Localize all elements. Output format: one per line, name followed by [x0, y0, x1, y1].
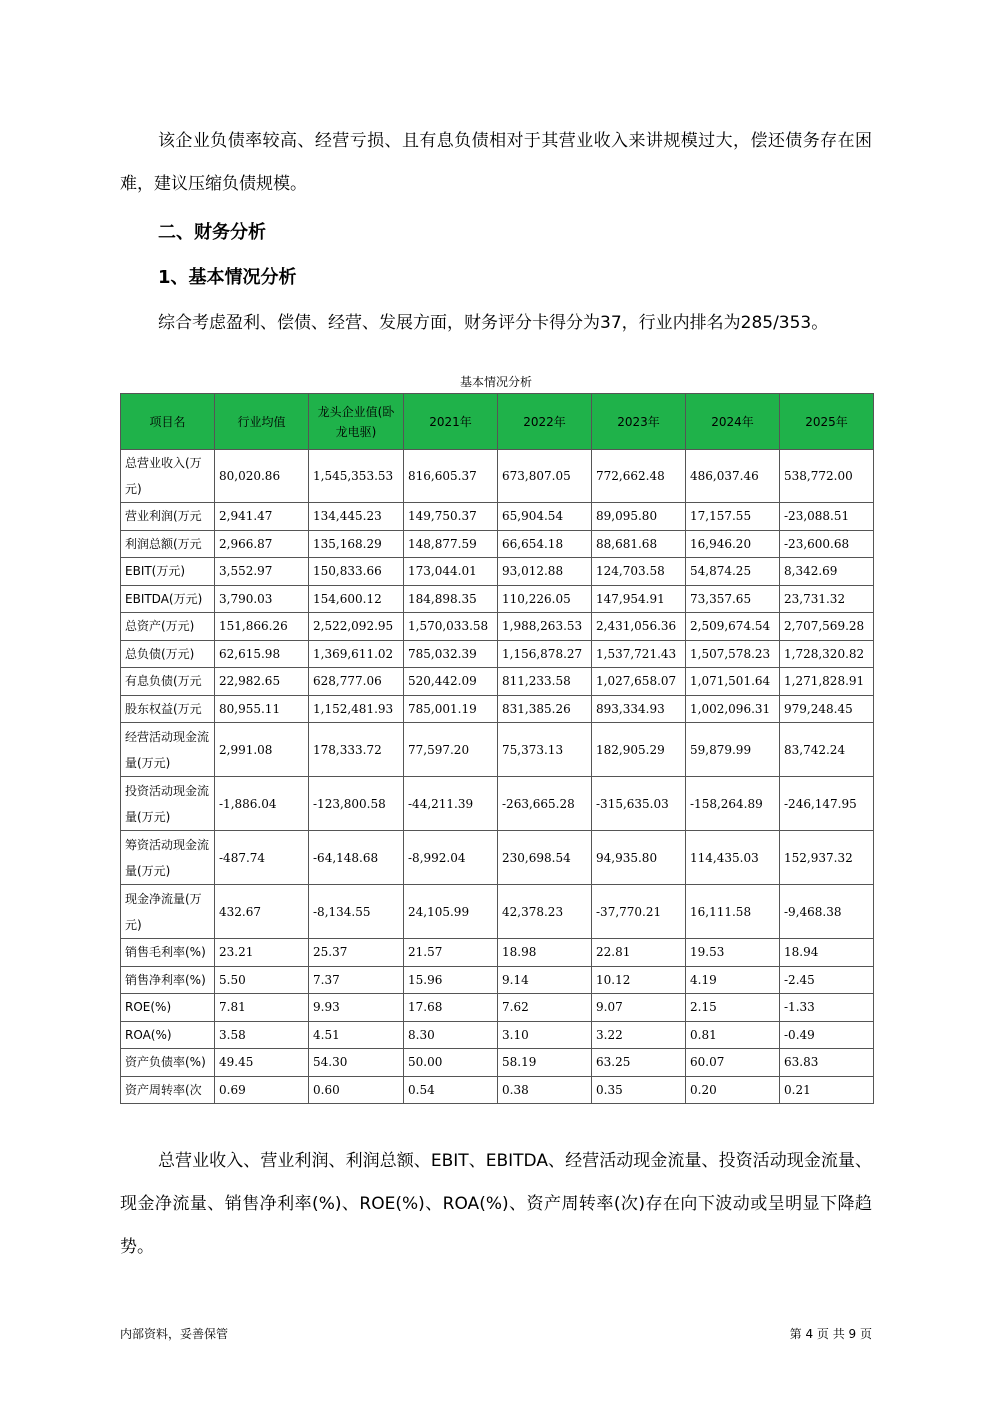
table-row	[121, 1076, 874, 1104]
data-cell: 151,866.26	[215, 613, 309, 641]
data-cell: 2,941.47	[215, 503, 309, 531]
data-cell: 4.51	[309, 1021, 404, 1049]
table-row	[121, 613, 874, 641]
data-cell: 1,507,578.23	[686, 640, 780, 668]
data-cell: 0.54	[404, 1076, 498, 1104]
data-cell: 9.93	[309, 994, 404, 1022]
table-row	[121, 966, 874, 994]
data-cell: 9.07	[592, 994, 686, 1022]
data-cell: 150,833.66	[309, 558, 404, 586]
data-cell: 785,032.39	[404, 640, 498, 668]
data-cell: 1,002,096.31	[686, 695, 780, 723]
data-cell: 772,662.48	[592, 450, 686, 503]
data-cell: 73,357.65	[686, 585, 780, 613]
data-cell: 1,071,501.64	[686, 668, 780, 696]
data-cell: -487.74	[215, 831, 309, 885]
data-cell: 432.67	[215, 885, 309, 939]
data-cell: 3,790.03	[215, 585, 309, 613]
data-cell: 520,442.09	[404, 668, 498, 696]
data-cell: 1,545,353.53	[309, 450, 404, 503]
data-cell: 63.83	[780, 1049, 874, 1077]
data-cell: 0.81	[686, 1021, 780, 1049]
data-cell: 60.07	[686, 1049, 780, 1077]
table-row	[121, 1021, 874, 1049]
header-cell: 行业均值	[215, 394, 309, 450]
row-label: 营业利润(万元	[121, 503, 215, 531]
data-cell: 94,935.80	[592, 831, 686, 885]
data-cell: 23.21	[215, 939, 309, 967]
row-label: 投资活动现金流量(万元)	[121, 777, 215, 831]
data-cell: 3.58	[215, 1021, 309, 1049]
data-cell: 1,369,611.02	[309, 640, 404, 668]
data-cell: 1,988,263.53	[498, 613, 592, 641]
row-label: 筹资活动现金流量(万元)	[121, 831, 215, 885]
data-cell: 54,874.25	[686, 558, 780, 586]
data-cell: 0.60	[309, 1076, 404, 1104]
data-cell: 110,226.05	[498, 585, 592, 613]
data-cell: 1,728,320.82	[780, 640, 874, 668]
data-cell: 178,333.72	[309, 723, 404, 777]
data-cell: 62,615.98	[215, 640, 309, 668]
row-label: 股东权益(万元	[121, 695, 215, 723]
data-cell: -123,800.58	[309, 777, 404, 831]
table-row	[121, 1049, 874, 1077]
conclusion-paragraph: 总营业收入、营业利润、利润总额、EBIT、EBITDA、经营活动现金流量、投资活动现金流量、现金净流量、销售净利率(%)、ROE(%)、ROA(%)、资产周转率(次)存在向下波动或呈明显下降趋势。	[120, 1151, 872, 1257]
summary-sentence: 综合考虑盈利、偿债、经营、发展方面，财务评分卡得分为37，行业内排名为285/353。	[158, 313, 829, 333]
data-cell: -8,992.04	[404, 831, 498, 885]
data-cell: 173,044.01	[404, 558, 498, 586]
data-cell: 21.57	[404, 939, 498, 967]
data-cell: 17.68	[404, 994, 498, 1022]
data-cell: 538,772.00	[780, 450, 874, 503]
header-cell: 2022年	[498, 394, 592, 450]
row-label: 总负债(万元)	[121, 640, 215, 668]
data-cell: 8.30	[404, 1021, 498, 1049]
data-cell: -0.49	[780, 1021, 874, 1049]
footer-confidential: 内部资料，妥善保管	[120, 1327, 229, 1341]
data-cell: -158,264.89	[686, 777, 780, 831]
data-cell: 2,431,056.36	[592, 613, 686, 641]
data-cell: 486,037.46	[686, 450, 780, 503]
data-cell: 0.21	[780, 1076, 874, 1104]
table-row	[121, 585, 874, 613]
data-cell: 149,750.37	[404, 503, 498, 531]
data-cell: 19.53	[686, 939, 780, 967]
footer-page-number: 第 4 页 共 9 页	[789, 1327, 872, 1341]
data-cell: 63.25	[592, 1049, 686, 1077]
table-row	[121, 939, 874, 967]
table-row	[121, 994, 874, 1022]
data-cell: 16,946.20	[686, 530, 780, 558]
data-cell: 182,905.29	[592, 723, 686, 777]
data-cell: 785,001.19	[404, 695, 498, 723]
header-cell: 2024年	[686, 394, 780, 450]
row-label: 总资产(万元)	[121, 613, 215, 641]
data-cell: 8,342.69	[780, 558, 874, 586]
data-cell: 1,537,721.43	[592, 640, 686, 668]
data-cell: 893,334.93	[592, 695, 686, 723]
data-cell: 0.38	[498, 1076, 592, 1104]
table-row	[121, 450, 874, 503]
data-cell: 83,742.24	[780, 723, 874, 777]
data-cell: 9.14	[498, 966, 592, 994]
data-cell: -37,770.21	[592, 885, 686, 939]
data-cell: 4.19	[686, 966, 780, 994]
row-label: 现金净流量(万元)	[121, 885, 215, 939]
data-cell: 15.96	[404, 966, 498, 994]
data-cell: 1,271,828.91	[780, 668, 874, 696]
data-cell: 24,105.99	[404, 885, 498, 939]
data-cell: 2,509,674.54	[686, 613, 780, 641]
row-label: 总营业收入(万元)	[121, 450, 215, 503]
data-cell: 58.19	[498, 1049, 592, 1077]
data-cell: 7.37	[309, 966, 404, 994]
data-cell: 77,597.20	[404, 723, 498, 777]
table-caption: 基本情况分析	[459, 375, 532, 389]
data-cell: 25.37	[309, 939, 404, 967]
data-cell: 1,156,878.27	[498, 640, 592, 668]
table-row	[121, 831, 874, 885]
data-cell: 147,954.91	[592, 585, 686, 613]
data-cell: 184,898.35	[404, 585, 498, 613]
data-cell: 10.12	[592, 966, 686, 994]
data-cell: -2.45	[780, 966, 874, 994]
data-cell: 3,552.97	[215, 558, 309, 586]
financial-table	[120, 393, 874, 1104]
table-row	[121, 530, 874, 558]
row-label: 利润总额(万元	[121, 530, 215, 558]
data-cell: 831,385.26	[498, 695, 592, 723]
intro-paragraph: 该企业负债率较高、经营亏损、且有息负债相对于其营业收入来讲规模过大，偿还债务存在困难，建议压缩负债规模。	[120, 131, 872, 194]
data-cell: 0.35	[592, 1076, 686, 1104]
data-cell: 88,681.68	[592, 530, 686, 558]
data-cell: 18.94	[780, 939, 874, 967]
header-cell: 项目名	[121, 394, 215, 450]
table-row	[121, 668, 874, 696]
table-row	[121, 558, 874, 586]
data-cell: 1,570,033.58	[404, 613, 498, 641]
header-cell: 龙头企业值(卧龙电驱)	[309, 394, 404, 450]
data-cell: 16,111.58	[686, 885, 780, 939]
data-cell: 93,012.88	[498, 558, 592, 586]
data-cell: 49.45	[215, 1049, 309, 1077]
row-label: 经营活动现金流量(万元)	[121, 723, 215, 777]
data-cell: 0.69	[215, 1076, 309, 1104]
table-row	[121, 723, 874, 777]
data-cell: 17,157.55	[686, 503, 780, 531]
data-cell: 59,879.99	[686, 723, 780, 777]
data-cell: -1.33	[780, 994, 874, 1022]
data-cell: 135,168.29	[309, 530, 404, 558]
row-label: EBITDA(万元)	[121, 585, 215, 613]
data-cell: 2,707,569.28	[780, 613, 874, 641]
data-cell: 979,248.45	[780, 695, 874, 723]
table-row	[121, 885, 874, 939]
data-cell: 2,966.87	[215, 530, 309, 558]
data-cell: -9,468.38	[780, 885, 874, 939]
data-cell: 811,233.58	[498, 668, 592, 696]
data-cell: -246,147.95	[780, 777, 874, 831]
data-cell: 7.81	[215, 994, 309, 1022]
data-cell: 42,378.23	[498, 885, 592, 939]
data-cell: -315,635.03	[592, 777, 686, 831]
data-cell: 230,698.54	[498, 831, 592, 885]
data-cell: 114,435.03	[686, 831, 780, 885]
table-row	[121, 640, 874, 668]
data-cell: 134,445.23	[309, 503, 404, 531]
data-cell: -23,088.51	[780, 503, 874, 531]
row-label: 销售毛利率(%)	[121, 939, 215, 967]
data-cell: 54.30	[309, 1049, 404, 1077]
data-cell: 152,937.32	[780, 831, 874, 885]
data-cell: 66,654.18	[498, 530, 592, 558]
data-cell: -64,148.68	[309, 831, 404, 885]
data-cell: 50.00	[404, 1049, 498, 1077]
subsection-heading: 1、基本情况分析	[158, 267, 297, 288]
header-cell: 2021年	[404, 394, 498, 450]
row-label: ROA(%)	[121, 1021, 215, 1049]
data-cell: 1,027,658.07	[592, 668, 686, 696]
data-cell: 22,982.65	[215, 668, 309, 696]
data-cell: 2.15	[686, 994, 780, 1022]
data-cell: 18.98	[498, 939, 592, 967]
data-cell: -1,886.04	[215, 777, 309, 831]
data-cell: 673,807.05	[498, 450, 592, 503]
data-cell: 5.50	[215, 966, 309, 994]
data-cell: 80,020.86	[215, 450, 309, 503]
data-cell: 65,904.54	[498, 503, 592, 531]
section-heading: 二、财务分析	[158, 222, 266, 243]
data-cell: 2,522,092.95	[309, 613, 404, 641]
table-header-row	[121, 394, 874, 450]
table-row	[121, 777, 874, 831]
data-cell: 816,605.37	[404, 450, 498, 503]
data-cell: 1,152,481.93	[309, 695, 404, 723]
row-label: 资产负债率(%)	[121, 1049, 215, 1077]
data-cell: 3.10	[498, 1021, 592, 1049]
data-cell: -8,134.55	[309, 885, 404, 939]
header-cell: 2023年	[592, 394, 686, 450]
data-cell: 7.62	[498, 994, 592, 1022]
data-cell: -263,665.28	[498, 777, 592, 831]
data-cell: 22.81	[592, 939, 686, 967]
data-cell: 148,877.59	[404, 530, 498, 558]
row-label: 有息负债(万元	[121, 668, 215, 696]
table-row	[121, 503, 874, 531]
data-cell: 75,373.13	[498, 723, 592, 777]
data-cell: 628,777.06	[309, 668, 404, 696]
data-cell: 80,955.11	[215, 695, 309, 723]
row-label: 资产周转率(次	[121, 1076, 215, 1104]
data-cell: 2,991.08	[215, 723, 309, 777]
data-cell: 154,600.12	[309, 585, 404, 613]
data-cell: -23,600.68	[780, 530, 874, 558]
data-cell: 124,703.58	[592, 558, 686, 586]
header-cell: 2025年	[780, 394, 874, 450]
table-row	[121, 695, 874, 723]
row-label: EBIT(万元)	[121, 558, 215, 586]
data-cell: 23,731.32	[780, 585, 874, 613]
row-label: 销售净利率(%)	[121, 966, 215, 994]
data-cell: 89,095.80	[592, 503, 686, 531]
data-cell: 0.20	[686, 1076, 780, 1104]
data-cell: -44,211.39	[404, 777, 498, 831]
row-label: ROE(%)	[121, 994, 215, 1022]
data-cell: 3.22	[592, 1021, 686, 1049]
